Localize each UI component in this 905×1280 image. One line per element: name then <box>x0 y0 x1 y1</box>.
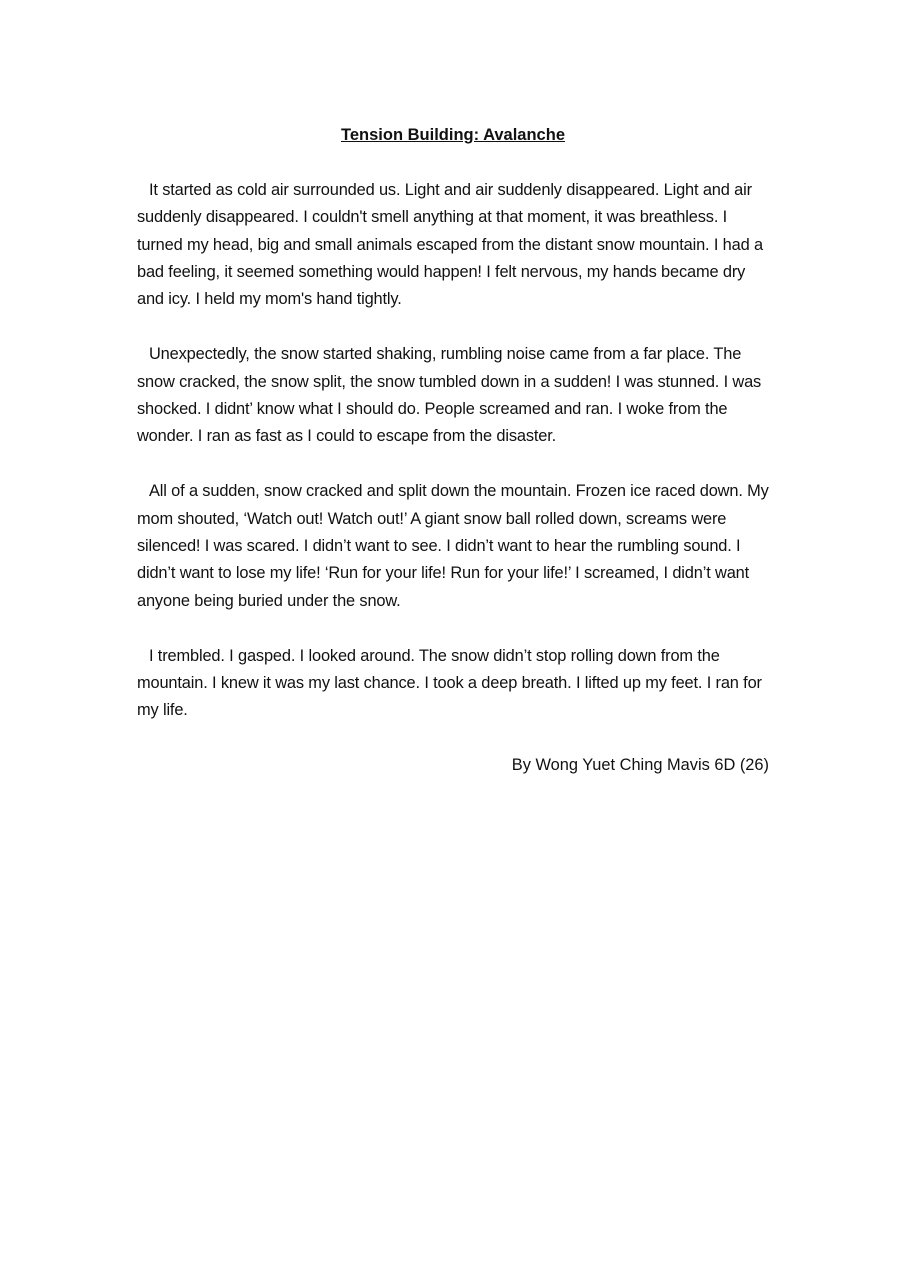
author-byline: By Wong Yuet Ching Mavis 6D (26) <box>511 756 769 775</box>
document-body <box>137 122 769 780</box>
paragraph-3: All of a sudden, snow cracked and split down the mountain. Frozen ice raced down. My mom shouted, ‘Watch out! Watch out!’ A giant snow ball rolled down, screams were silenced! I was scared. I didn’t want to see. I didn’t want to hear the rumbling sound. I didn’t want to lose my life! ‘Run for your life! Run for your life!’ I screamed, I didn’t want anyone being buried under the snow. <box>137 482 769 610</box>
document-title: Tension Building: Avalanche <box>341 126 565 144</box>
paragraph-1: It started as cold air surrounded us. Light and air suddenly disappeared. Light and air suddenly disappeared. I couldn't smell anything at that moment, it was breathless. I turned my head, big and small animals escaped from the distant snow mountain. I had a bad feeling, it seemed something would happen! I felt nervous, my hands became dry and icy. I held my mom's hand tightly. <box>137 180 763 309</box>
paragraph-4: I trembled. I gasped. I looked around. The snow didn’t stop rolling down from the mountain. I knew it was my last chance. I took a deep breath. I lifted up my feet. I ran for my life. <box>137 646 762 720</box>
paragraph-2: Unexpectedly, the snow started shaking, rumbling noise came from a far place. The snow cracked, the snow split, the snow tumbled down in a sudden! I was stunned. I was shocked. I didnt’ know what I should do. People screamed and ran. I woke from the wonder. I ran as fast as I could to escape from the disaster. <box>137 345 762 446</box>
